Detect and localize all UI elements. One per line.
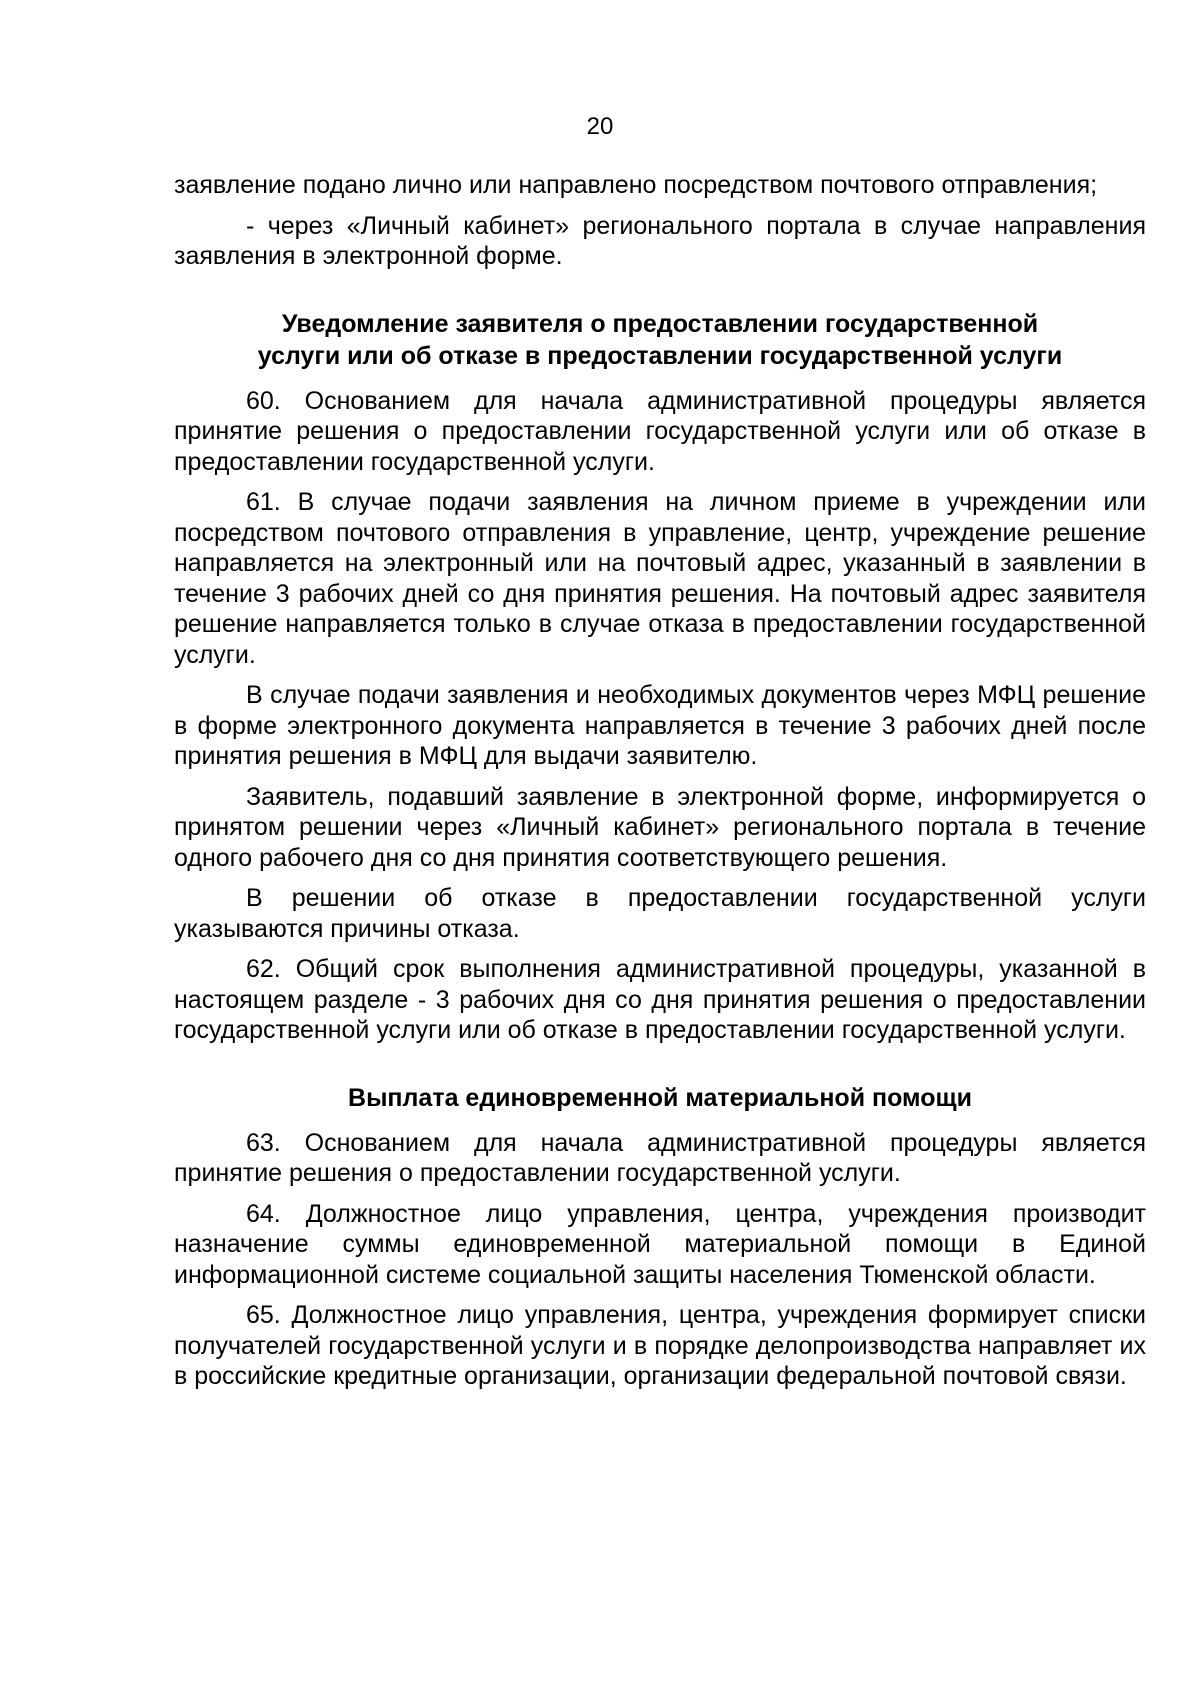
heading-line: Уведомление заявителя о предоставлении государственной <box>281 309 1039 338</box>
section-heading-payment: Выплата единовременной материальной помощи <box>348 1083 972 1112</box>
paragraph-continuation: заявление подано лично или направлено посредством почтового отправления; <box>174 171 1098 199</box>
section-heading-notification <box>174 308 1146 372</box>
paragraph-mfc: В случае подачи заявления и необходимых документов через МФЦ решение в форме электронного документа направляется в течение 3 рабочих дней после принятия решения в МФЦ для выдачи заявителю. <box>174 681 1146 770</box>
paragraph-60: 60. Основанием для начала административной процедуры является принятие решения о предоставлении государственной услуги или об отказе в предоставлении государственной услуги. <box>174 386 1146 476</box>
paragraph-64: 64. Должностное лицо управления, центра, учреждения производит назначение суммы единовременной материальной помощи в Единой информационной системе социальной защиты населения Тюменской области. <box>174 1199 1146 1289</box>
paragraph-65: 65. Должностное лицо управления, центра, учреждения формирует списки получателей государственной услуги и в порядке делопроизводства направляет их в российские кредитные организации, организации федеральной почтовой связи. <box>174 1301 1146 1390</box>
paragraph-personal-cabinet: - через «Личный кабинет» регионального портала в случае направления заявления в электронной форме. <box>174 211 1146 270</box>
page-number: 20 <box>586 113 614 140</box>
paragraph-62: 62. Общий срок выполнения административной процедуры, указанной в настоящем разделе - 3 рабочих дня со дня принятия решения о предоставлении государственной услуги или об отказе в предоставлении государственной услуги. <box>174 955 1146 1044</box>
paragraph-refusal-reasons: В решении об отказе в предоставлении государственной услуги указываются причины отказа. <box>174 884 1146 943</box>
paragraph-electronic: Заявитель, подавший заявление в электронной форме, информируется о принятом решении через «Личный кабинет» регионального портала в течение одного рабочего дня со дня принятия соответствующего решения. <box>174 782 1146 872</box>
paragraph-61: 61. В случае подачи заявления на личном приеме в учреждении или посредством почтового отправления в управление, центр, учреждение решение направляется на электронный или на почтовый адрес, указанный в заявлении в течение 3 рабочих дней со дня принятия решения. На почтовый адрес заявителя решение направляется только в случае отказа в предоставлении государственной услуги. <box>174 488 1146 669</box>
document-body <box>174 170 1146 1402</box>
paragraph-63: 63. Основанием для начала административной процедуры является принятие решения о предоставлении государственной услуги. <box>174 1128 1146 1187</box>
heading-line: услуги или об отказе в предоставлении государственной услуги <box>257 341 1063 370</box>
